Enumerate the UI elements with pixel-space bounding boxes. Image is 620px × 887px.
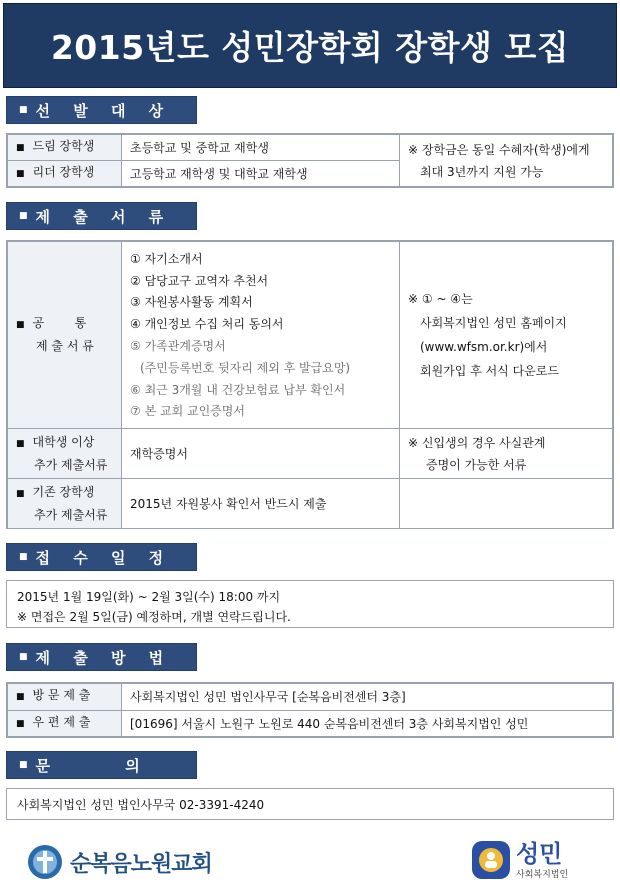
label-cell: ■ 방 문 제 출 [8,684,122,711]
univ-note: ※ 신입생의 경우 사실관계 증명이 가능한 서류 [400,429,613,479]
section-header-documents [6,202,197,230]
row-value: [01696] 서울시 노원구 노원로 440 순복음비전센터 3층 사회복지법인 성민 [122,710,613,737]
row-label: 드림 장학생 [32,139,95,153]
existing-value: 2015년 자원봉사 확인서 반드시 제출 [122,479,400,529]
documents-table [6,240,614,529]
common-documents-list [122,242,400,429]
common-note: ※ ① ~ ④는 사회복지법인 성민 홈페이지 (www.wfsm.or.kr)에서 회원가입 후 서식 다운로드 [400,242,613,429]
section-bullet: ■ [19,760,28,770]
section-bullet: ■ [19,652,28,662]
label-cell: ■ 기존 장학생 추가 제출서류 [8,479,122,529]
list-item: (주민등록번호 뒷자리 제외 후 발급요망) [140,360,351,375]
row-value: 고등학교 재학생 및 대학교 재학생 [122,161,400,187]
selection-table [6,133,614,188]
seongmin-subtitle: 사회복지법인 [516,869,569,880]
section-title: 접 수 일 정 [35,548,173,567]
page-banner [3,3,617,88]
label-cell: ■ 드림 장학생 [8,135,122,161]
section-header-period [6,543,197,571]
section-header-method [6,643,197,671]
method-table [6,682,614,738]
inquiry-text: 사회복지법인 성민 법인사무국 02-3391-4240 [17,797,265,812]
section-title: 제 출 방 법 [35,648,173,667]
inquiry-box [6,788,614,820]
section-title: 제 출 서 류 [35,207,173,226]
church-name: 순복음노원교회 [70,851,212,877]
section-title: 선 발 대 상 [35,101,173,120]
period-box [6,580,614,628]
list-item: ④ 개인정보 수집 처리 동의서 [130,317,284,332]
interview-note: ※ 면접은 2월 5일(금) 예정하며, 개별 연락드립니다. [17,610,291,624]
church-emblem-icon [26,843,64,881]
section-title: 문 의 [35,756,140,775]
selection-note: ※ 장학금은 동일 수혜자(학생)에게 최대 3년까지 지원 가능 [400,135,613,187]
list-item: ⑤ 가족관계증명서 [130,339,226,353]
section-bullet: ■ [19,552,28,562]
row-label: 리더 장학생 [32,165,95,179]
label-cell: ■ 우 편 제 출 [8,710,122,737]
seongmin-logo [470,836,590,884]
list-item: ① 자기소개서 [130,251,203,266]
label-cell: ■ 대학생 이상 추가 제출서류 [8,429,122,479]
row-value: 초등학교 및 중학교 재학생 [122,135,400,161]
list-item: ② 담당교구 교역자 추천서 [130,273,269,288]
period-line: 2015년 1월 19일(화) ~ 2월 3일(수) 18:00 까지 [17,590,281,604]
list-item: ⑥ 최근 3개월 내 건강보험료 납부 확인서 [130,382,346,397]
row-value: 사회복지법인 성민 법인사무국 [순복음비전센터 3층] [122,684,613,711]
section-header-selection [6,96,197,124]
list-item: ③ 자원봉사활동 계획서 [130,295,253,310]
list-item: ⑦ 본 교회 교인증명서 [130,404,245,419]
section-header-inquiry [6,751,197,779]
common-label: 공 통 [32,316,87,330]
seongmin-emblem-icon [470,839,512,881]
section-bullet: ■ [19,211,28,221]
section-bullet: ■ [19,105,28,115]
label-cell: ■ 리더 장학생 [8,161,122,187]
label-cell: ■ 공 통 제 출 서 류 [8,242,122,429]
church-logo [26,840,246,884]
seongmin-name: 성민 [516,839,563,868]
univ-value: 재학증명서 [122,429,400,479]
page-title: 2015년도 성민장학회 장학생 모집 [50,28,570,67]
